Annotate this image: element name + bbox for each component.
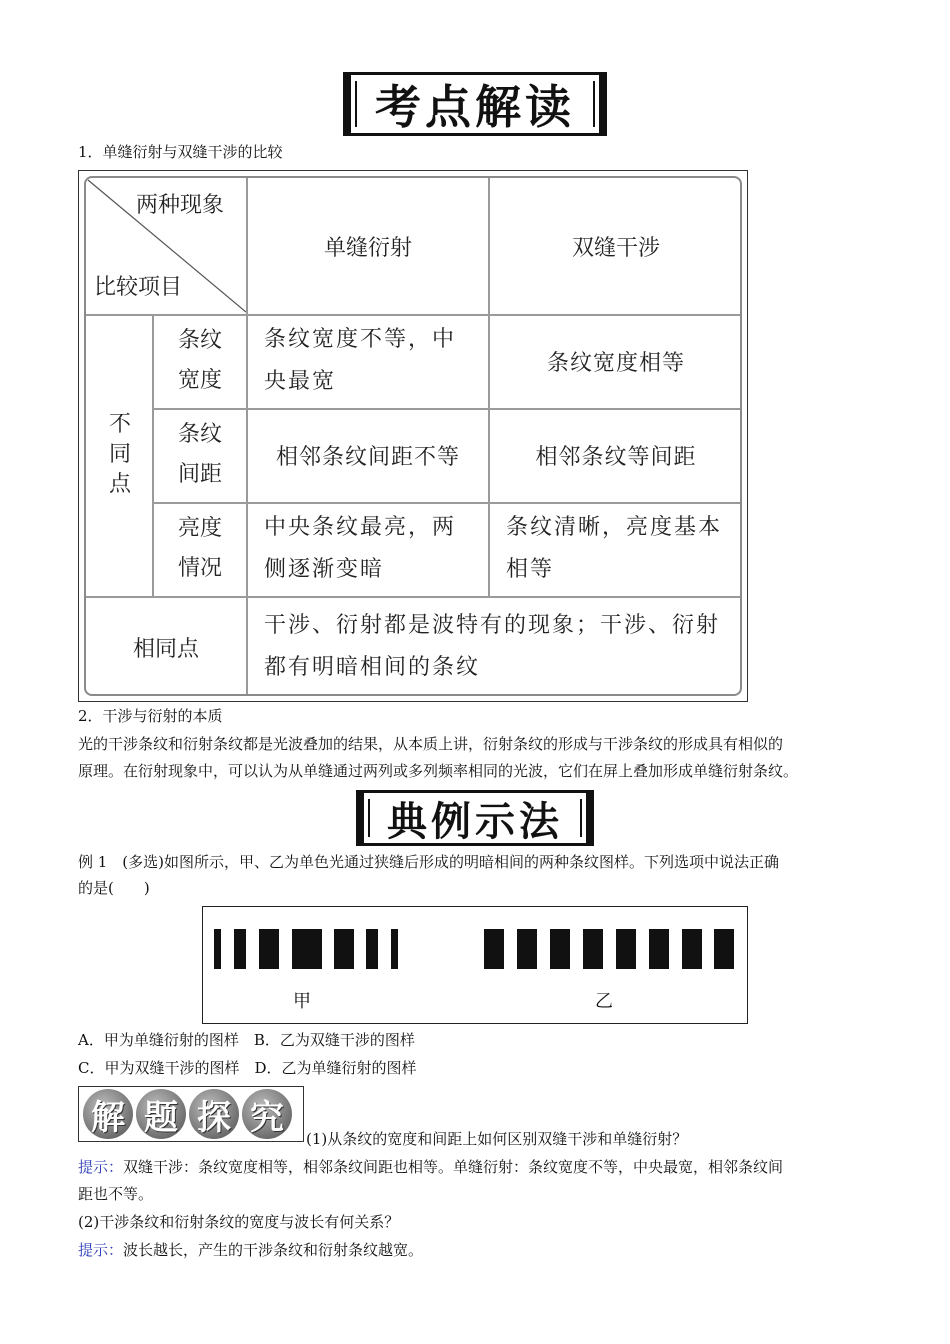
example-question-line2: 的是( ) [78,879,150,897]
row-brightness-double: 条纹清晰，亮度基本相等 [506,515,723,582]
table-frame [84,176,742,696]
hint-label: 提示： [78,1158,124,1176]
fringe-yi-bar [714,929,734,969]
fringe-jia-bar [259,929,279,969]
row-width-single: 条纹宽度不等，中央最宽 [264,327,457,394]
answer-1-text: 双缝干涉：条纹宽度相等，相邻条纹间距也相等。单缝衍射：条纹宽度不等，中央最宽，相邻条纹间 [123,1158,784,1176]
answer-1-line2: 距也不等。 [78,1185,154,1203]
fringe-jia-bar [214,929,221,969]
fringe-jia-bar [391,929,398,969]
row-item-brightness: 亮度情况 [177,516,222,581]
badge-char: 题 [136,1089,186,1139]
badge-char: 究 [242,1089,292,1139]
row-spacing-double: 相邻条纹等间距 [535,444,697,470]
example-question-line1: 例 1 (多选)如图所示，甲、乙为单色光通过狭缝后形成的明暗相间的两种条纹图样。下列选项中说法正确 [78,853,780,871]
row-width-double: 条纹宽度相等 [546,350,685,376]
col-header-double-slit: 双缝干涉 [571,235,660,261]
fringe-jia-bar [366,929,378,969]
answer-2 [78,1238,423,1262]
row-brightness-single: 中央条纹最亮，两侧逐渐变暗 [264,515,457,582]
fringe-yi-bar [550,929,570,969]
figure-label-yi: 乙 [595,991,613,1012]
badge-char: 解 [83,1089,133,1139]
fringe-yi-bar [616,929,636,969]
answer-1-line1 [78,1155,783,1179]
question-2: (2)干涉条纹和衍射条纹的宽度与波长有何关系？ [78,1213,400,1231]
fringe-jia-bar [334,929,354,969]
fringe-yi-bar [517,929,537,969]
fringe-jia-bar [234,929,246,969]
comparison-table [78,170,748,702]
row-item-spacing: 条纹间距 [177,422,222,487]
section1-title: 1．单缝衍射与双缝干涉的比较 [78,143,283,161]
col-header-single-slit: 单缝衍射 [323,235,412,261]
same-label: 相同点 [132,636,199,662]
fringe-yi-bar [484,929,504,969]
fringe-figure [202,906,748,1024]
section2-title: 2．干涉与衍射的本质 [78,707,223,725]
fringe-yi-bar [583,929,603,969]
row-spacing-single: 相邻条纹间距不等 [275,444,460,470]
section-banner-kaodian: 考点解读 [343,72,607,136]
section2-paragraph-line1: 光的干涉条纹和衍射条纹都是光波叠加的结果，从本质上讲，衍射条纹的形成与干涉条纹的形成具有相似的 [78,735,784,753]
header-phenomena: 两种现象 [136,193,225,218]
fringe-yi-bar [682,929,702,969]
options-ab: A．甲为单缝衍射的图样 B．乙为双缝干涉的图样 [78,1031,415,1049]
question-1: (1)从条纹的宽度和间距上如何区别双缝干涉和单缝衍射？ [306,1130,688,1148]
section2-paragraph-line2: 原理。在衍射现象中，可以认为从单缝通过两列或多列频率相同的光波，它们在屏上叠加形成单缝衍射条纹。 [78,762,799,780]
fringe-yi-bar [649,929,669,969]
badge-char: 探 [189,1089,239,1139]
answer-2-text: 波长越长，产生的干涉条纹和衍射条纹越宽。 [123,1241,424,1259]
fringe-jia-bar [292,929,322,969]
group-label-different: 不同点 [108,412,131,497]
same-text: 干涉、衍射都是波特有的现象；干涉、衍射都有明暗相间的条纹 [264,613,721,680]
figure-label-jia: 甲 [293,991,311,1012]
options-cd: C．甲为双缝干涉的图样 D．乙为单缝衍射的图样 [78,1059,417,1077]
explore-badge [78,1086,304,1142]
hint-label: 提示： [78,1241,124,1259]
section-banner-example: 典例示法 [356,790,594,846]
row-item-width: 条纹宽度 [177,328,222,393]
header-compare-items: 比较项目 [94,275,183,300]
